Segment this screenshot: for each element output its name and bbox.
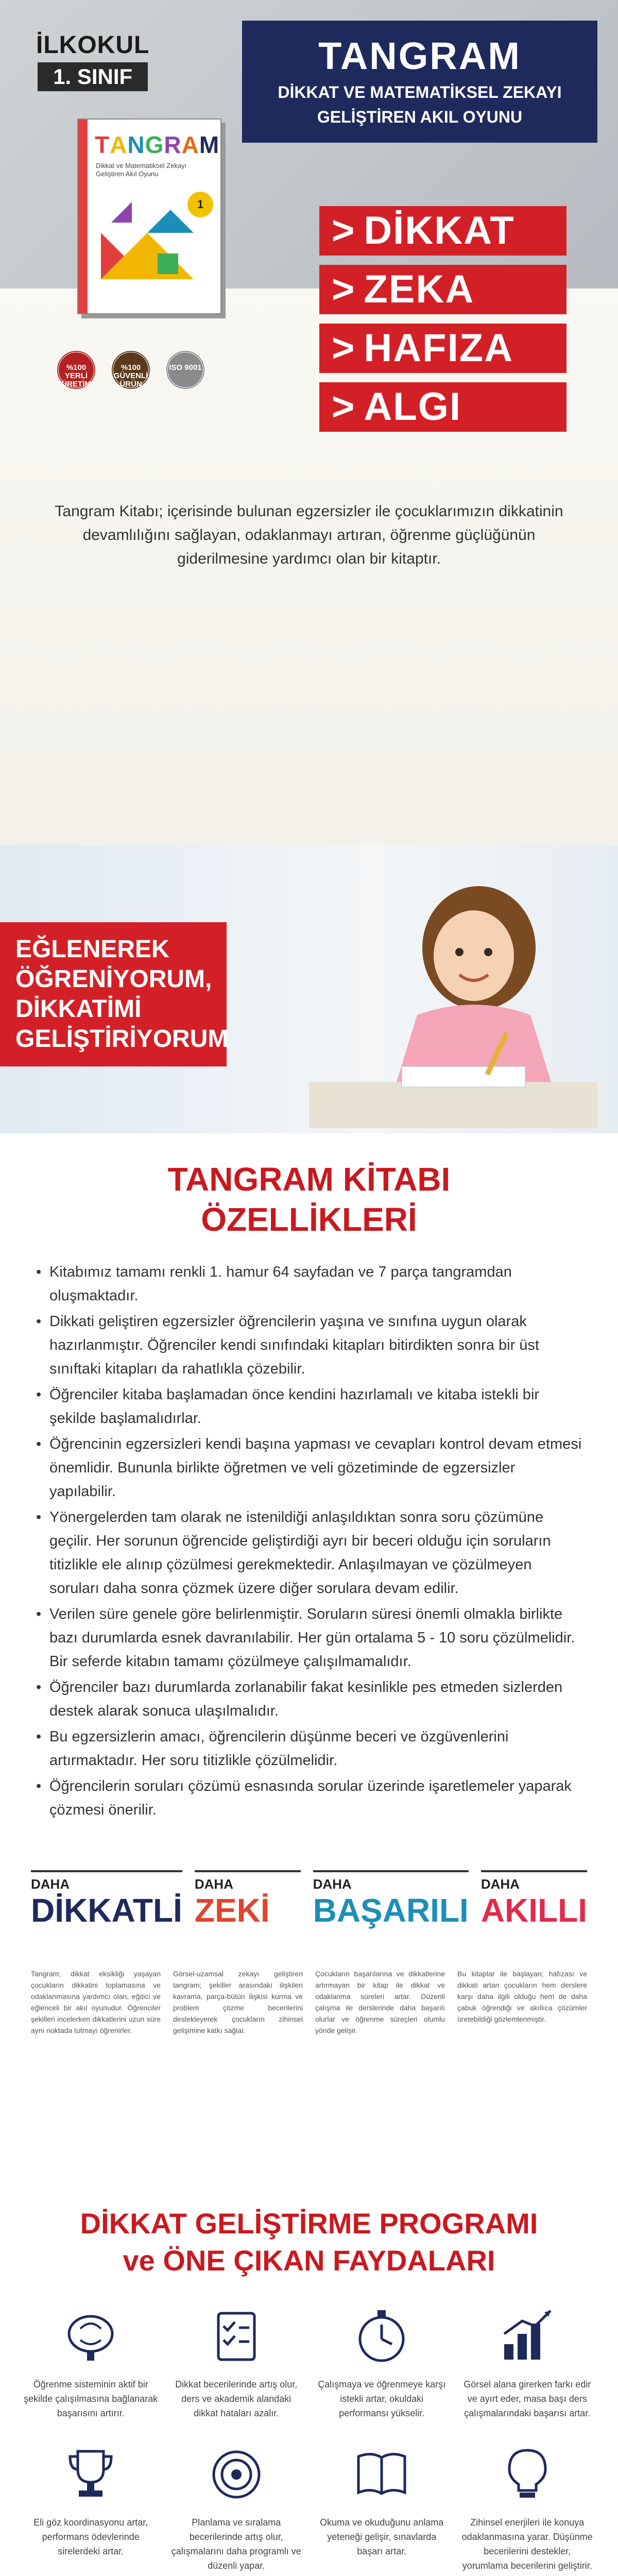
quality-description: Tangram; dikkat eksikliği yaşayan çocukların dikkatini toplamasına ve odaklanmasına yardımcı olan, eğitici ve eğlenceli bir akıl oyunudur. Öğrenciler şekilleri incelerken dikkatlerini uzun süre aynı noktada tutmayı öğrenirler.	[31, 1970, 161, 2035]
benefit-text: Eli göz koordinasyonu artar, performans ödevlerinde sirelerdeki artar.	[33, 2517, 148, 2556]
domestic-production-badge: %100 YERLİ ÜRETİM	[57, 350, 96, 389]
brain-icon	[57, 2303, 124, 2370]
quality-badges	[57, 350, 205, 389]
grade-class: 1. SINIF	[38, 62, 148, 91]
program-title	[0, 2200, 618, 2279]
feature-item: • Öğrencilerin soruları çözümü esnasında sorular üzerinde işaretlemeler yaparak çözmesi önerilir.	[36, 1774, 582, 1822]
feature-item: • Dikkati geliştiren egzersizler öğrencilerin yaşına ve sınıfına uygun olarak hazırlanmıştır. Öğrenciler kendi sınıfındaki kitapları bitirdikten sonra bir üst sınıftaki kitapları da rahatlıkla çözebilir.	[36, 1310, 582, 1381]
qualities-row	[31, 1870, 587, 1942]
benefit-item	[314, 2303, 450, 2420]
skill-label: HAFIZA	[364, 326, 514, 370]
banner-line: ÖĞRENİYORUM,	[15, 965, 212, 993]
benefit-item	[460, 2441, 595, 2573]
quality-card	[481, 1870, 587, 1942]
book-logo-letter: M	[199, 131, 220, 158]
benefit-item	[169, 2441, 304, 2573]
book-grade-badge: 1	[187, 192, 213, 217]
feature-item: • Verilen süre genele göre belirlenmiştir. Soruların süresi önemli olmakla birlikte bazı durumlarda esnek davranılabilir. Her gün ortalama 5 - 10 soru çözülmelidir. Bir seferde kitabın tamamı çözülmeye çalışılmamalıdır.	[36, 1602, 582, 1673]
quality-card	[195, 1870, 301, 1942]
book-icon	[348, 2441, 415, 2508]
qualities-section	[0, 1839, 618, 2200]
chevron-right-icon: >	[332, 326, 356, 370]
benefit-item	[23, 2303, 159, 2420]
book-cover-image	[77, 118, 221, 314]
feature-item: • Yönergelerden tam olarak ne istenildiği anlaşıldıktan sonra soru çözümüne geçilir. Her sorunun öğrencide geliştirdiği ayrı bir beceri olduğu için soruların titizlikle ele alınıp çözülmesi gerekmektedir. Anlaşılmayan ve çözülmeyen soruları daha sonra çözmek üzere diğer sorulara devam edilir.	[36, 1505, 582, 1600]
hero-section	[0, 0, 618, 845]
quality-word: DİKKATLİ	[31, 1892, 182, 1929]
benefit-item	[314, 2441, 450, 2573]
iso-badge: ISO 9001	[166, 350, 205, 389]
trophy-icon	[57, 2441, 124, 2508]
chart-icon	[494, 2303, 561, 2370]
benefit-text: Dikkat becerilerinde artış olur, ders ve akademik alandaki dikkat hataları azalır.	[175, 2379, 298, 2418]
checklist-icon	[203, 2303, 270, 2370]
banner-section	[0, 845, 618, 1133]
feature-item: • Kitabımız tamamı renkli 1. hamur 64 sayfadan ve 7 parça tangramdan oluşmaktadır.	[36, 1260, 582, 1308]
chevron-right-icon: >	[332, 209, 356, 252]
banner-slogan	[0, 922, 227, 1066]
benefit-text: Zihinsel enerjileri ile konuya odaklanmasına yarar. Düşünme becerilerini destekler, yorumlama becerilerini geliştirir.	[461, 2517, 593, 2571]
book-logo-letter: A	[110, 131, 128, 158]
benefit-text: Görsel alana girerken farkı edir ve ayırt eder, masa başı ders çalışmalarındaki başarısı artar.	[464, 2379, 591, 2418]
target-icon	[203, 2441, 270, 2508]
features-list	[36, 1260, 582, 1822]
features-title-line: ÖZELLİKLERİ	[201, 1201, 417, 1238]
benefits-grid	[23, 2303, 595, 2576]
skill-item	[319, 265, 566, 314]
grade-level: İLKOKUL	[36, 31, 150, 59]
book-spine	[78, 120, 88, 313]
quality-card	[31, 1870, 182, 1942]
hero-subtitle-line1: DİKKAT VE MATEMATİKSEL ZEKAYI	[278, 83, 562, 101]
benefit-item	[169, 2303, 304, 2420]
skill-label: ALGI	[364, 385, 461, 429]
hero-subtitle-line2: GELİŞTİREN AKIL OYUNU	[317, 108, 523, 126]
quality-word: BAŞARILI	[313, 1892, 469, 1929]
quality-prefix: DAHA	[31, 1876, 70, 1892]
quality-word: ZEKİ	[194, 1892, 270, 1929]
chevron-right-icon: >	[332, 385, 356, 429]
book-logo-letter: T	[95, 131, 110, 158]
quality-description: Görsel-uzamsal zekayı geliştiren tangram; şekiller arasındaki ilişkileri kavrama, parça-bütün ilişkisi kurma ve problem çözme becerilerini destekleyerek çocukların zihinsel gelişimine katkı sağlar.	[173, 1970, 303, 2035]
benefit-item	[460, 2303, 595, 2420]
benefit-text: Planlama ve sıralama becerilerinde artış olur, çalışmalarını daha programlı ve düzenli yapar.	[171, 2517, 301, 2571]
chevron-right-icon: >	[332, 267, 356, 311]
book-logo-letter: R	[164, 131, 182, 158]
hero-title-box	[242, 21, 597, 143]
lightbulb-icon	[494, 2441, 561, 2508]
skill-label: DİKKAT	[364, 209, 515, 252]
features-section	[0, 1133, 618, 1839]
program-title-line: ve ÖNE ÇIKAN FAYDALARI	[123, 2244, 495, 2277]
quality-prefix: DAHA	[194, 1876, 233, 1892]
features-title	[0, 1159, 618, 1240]
feature-item: • Bu egzersizlerin amacı, öğrencilerin düşünme beceri ve özgüvenlerini artırmaktadır. Her soru titizlikle çözülmelidir.	[36, 1725, 582, 1772]
benefit-text: Çalışmaya ve öğrenmeye karşı istekli artar, okuldaki performansı yükselir.	[318, 2379, 446, 2418]
book-logo-letter: N	[127, 131, 145, 158]
child-writing-illustration	[309, 860, 597, 1128]
quality-prefix: DAHA	[480, 1876, 520, 1892]
grade-label	[36, 31, 149, 91]
benefit-text: Öğrenme sisteminin aktif bir şekilde çalışılmasına bağlanarak başarısını artırır.	[24, 2379, 158, 2418]
hero-title: TANGRAM	[318, 35, 521, 77]
book-logo-letter: A	[181, 131, 199, 158]
skill-item	[319, 324, 566, 373]
program-section	[0, 2200, 618, 2576]
stopwatch-icon	[348, 2303, 415, 2370]
banner-line: EĞLENEREK	[15, 936, 169, 963]
skill-list	[319, 206, 566, 441]
book-subtitle: Dikkat ve Matematiksel Zekayı Geliştiren Akıl Oyunu	[96, 162, 187, 178]
feature-item: • Öğrencinin egzersizleri kendi başına yapması ve cevapları kontrol devam etmesi önemlidir. Bununla birlikte öğretmen ve veli gözetiminde de egzersizler yapılabilir.	[36, 1432, 582, 1503]
program-title-line: DİKKAT GELİŞTİRME PROGRAMI	[80, 2207, 538, 2240]
banner-line: DİKKATİMİ	[15, 995, 142, 1023]
skill-item	[319, 206, 566, 256]
skill-item	[319, 382, 566, 432]
benefit-text: Okuma ve okuduğunu anlama yeteneği gelişir, sınavlarda başarı artar.	[320, 2517, 444, 2556]
skill-label: ZEKA	[364, 267, 475, 311]
hero-description: Tangram Kitabı; içerisinde bulunan egzersizler ile çocuklarımızın dikkatinin devamlılığını sağlayan, odaklanmayı artıran, öğrenme güçlüğünün giderilmesine yardımcı olan bir kitaptır.	[55, 503, 563, 567]
book-logo-letter: G	[145, 131, 164, 158]
feature-item: • Öğrenciler kitaba başlamadan önce kendini hazırlamalı ve kitaba istekli bir şekilde başlamalıdırlar.	[36, 1383, 582, 1430]
features-title-line: TANGRAM KİTABI	[167, 1161, 451, 1198]
quality-card	[313, 1870, 469, 1942]
safe-product-badge: %100 GÜVENLİ ÜRÜN	[111, 350, 150, 389]
quality-description: Bu kitaplar ile başlayan; hafızası ve dikkati artan çocukların hem derslere karşı daha ilgili olduğu hem de daha çabuk öğrendiği ve akıllıca çözümler üretebildiği gözlemlenmiştir.	[457, 1970, 587, 2023]
quality-word: AKILLI	[480, 1892, 587, 1929]
book-logo	[95, 131, 219, 159]
banner-line: GELİŞTİRİYORUM	[15, 1025, 229, 1053]
feature-item: • Öğrenciler bazı durumlarda zorlanabilir fakat kesinlikle pes etmeden sizlerden destek alarak sonuca ulaşılmalıdır.	[36, 1675, 582, 1723]
quality-description: Çocukların başarılarına ve dikkatlerine artırmayan bir kitap ile dikkat ve odaklanma süreleri artar. Düzenli çalışma ile derslerinde daha başarılı olurlar ve öğrenme süreçleri olumlu yönde gelişir.	[315, 1970, 445, 2035]
qualities-descriptions	[31, 1968, 587, 2036]
quality-prefix: DAHA	[313, 1876, 352, 1892]
benefit-item	[23, 2441, 159, 2573]
